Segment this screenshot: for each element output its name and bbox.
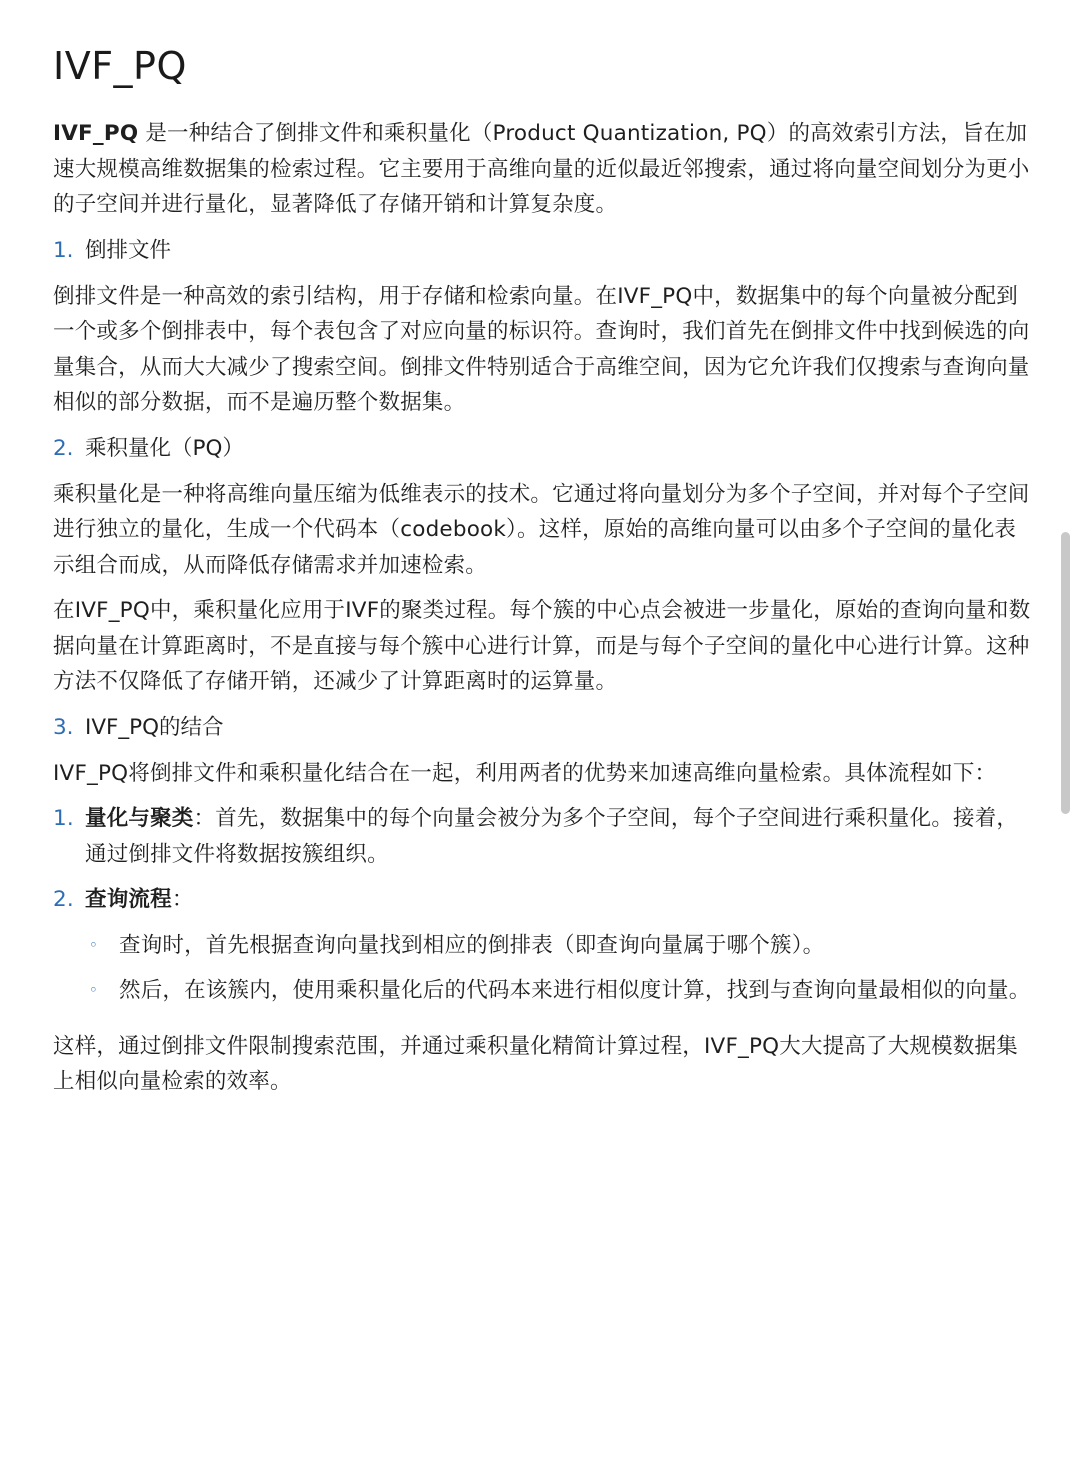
step-number: 1. (53, 806, 74, 831)
list-item (85, 928, 1033, 964)
step-text: ： (171, 887, 194, 912)
step-body (85, 801, 1033, 872)
section-paragraph: 乘积量化是一种将高维向量压缩为低维表示的技术。它通过将向量划分为多个子空间，并对每个子空间进行独立的量化，生成一个代码本（codebook）。这样，原始的高维向量可以由多个子空间的量化表示组合而成，从而降低存储需求并加速检索。 (53, 481, 1030, 578)
section-heading-text: 倒排文件 (85, 237, 172, 263)
section-paragraph: 倒排文件是一种高效的索引结构，用于存储和检索向量。在IVF_PQ中，数据集中的每个向量被分配到一个或多个倒排表中，每个表包含了对应向量的标识符。查询时，我们首先在倒排文件中找到候选的向量集合，从而大大减少了搜索空间。倒排文件特别适合于高维空间，因为它允许我们仅搜索与查询向量相似的部分数据，而不是遍历整个数据集。 (53, 283, 1030, 415)
step-title: 查询流程 (85, 887, 172, 912)
intro-text: 是一种结合了倒排文件和乘积量化（Product Quantization, PQ）的高效索引方法，旨在加速大规模高维数据集的检索过程。它主要用于高维向量的近似最近邻搜索，通过将向量空间划分为更小的子空间并进行量化，显著降低了存储开销和计算复杂度。 (53, 121, 1030, 217)
article (53, 40, 1033, 1110)
step-number: 2. (53, 887, 74, 912)
section-number: 1. (53, 237, 74, 263)
step-text: ：首先，数据集中的每个向量会被分为多个子空间，每个子空间进行乘积量化。接着，通过倒排文件将数据按簇组织。 (85, 806, 1019, 867)
conclusion-paragraph: 这样，通过倒排文件限制搜索范围，并通过乘积量化精简计算过程，IVF_PQ大大提高了大规模数据集上相似向量检索的效率。 (53, 1033, 1018, 1094)
list-item (85, 973, 1033, 1009)
section-number: 2. (53, 435, 74, 461)
hollow-bullet-icon: ◦ (89, 935, 99, 954)
page-title: IVF_PQ (53, 44, 187, 88)
list-item (53, 882, 1033, 1019)
intro-bold-term: IVF_PQ (53, 121, 139, 146)
vertical-scrollbar[interactable] (1061, 532, 1070, 814)
section-number: 3. (53, 714, 74, 740)
section-heading-inverted-file (53, 233, 1033, 269)
section-paragraph: 在IVF_PQ中，乘积量化应用于IVF的聚类过程。每个簇的中心点会被进一步量化，原始的查询向量和数据向量在计算距离时，不是直接与每个簇中心进行计算，而是与每个子空间的量化中心进行计算。这种方法不仅降低了存储开销，还减少了计算距离时的运算量。 (53, 598, 1031, 694)
intro-paragraph (53, 116, 1033, 223)
hollow-bullet-icon: ◦ (89, 981, 99, 999)
section-heading-text: IVF_PQ的结合 (85, 714, 224, 740)
bullet-text: 然后，在该簇内，使用乘积量化后的代码本来进行相似度计算，找到与查询向量最相似的向量。 (119, 978, 1031, 1003)
section-heading-combination (53, 710, 1033, 746)
section-heading-product-quantization (53, 431, 1033, 467)
section-paragraph: IVF_PQ将倒排文件和乘积量化结合在一起，利用两者的优势来加速高维向量检索。具体流程如下： (53, 760, 997, 786)
process-steps-list (53, 801, 1033, 1019)
query-steps-sublist (85, 928, 1033, 1009)
step-body (85, 882, 1033, 1019)
step-title: 量化与聚类 (85, 806, 194, 831)
list-item (53, 801, 1033, 872)
bullet-text: 查询时，首先根据查询向量找到相应的倒排表（即查询向量属于哪个簇）。 (119, 932, 825, 958)
section-heading-text: 乘积量化（PQ） (85, 435, 244, 461)
